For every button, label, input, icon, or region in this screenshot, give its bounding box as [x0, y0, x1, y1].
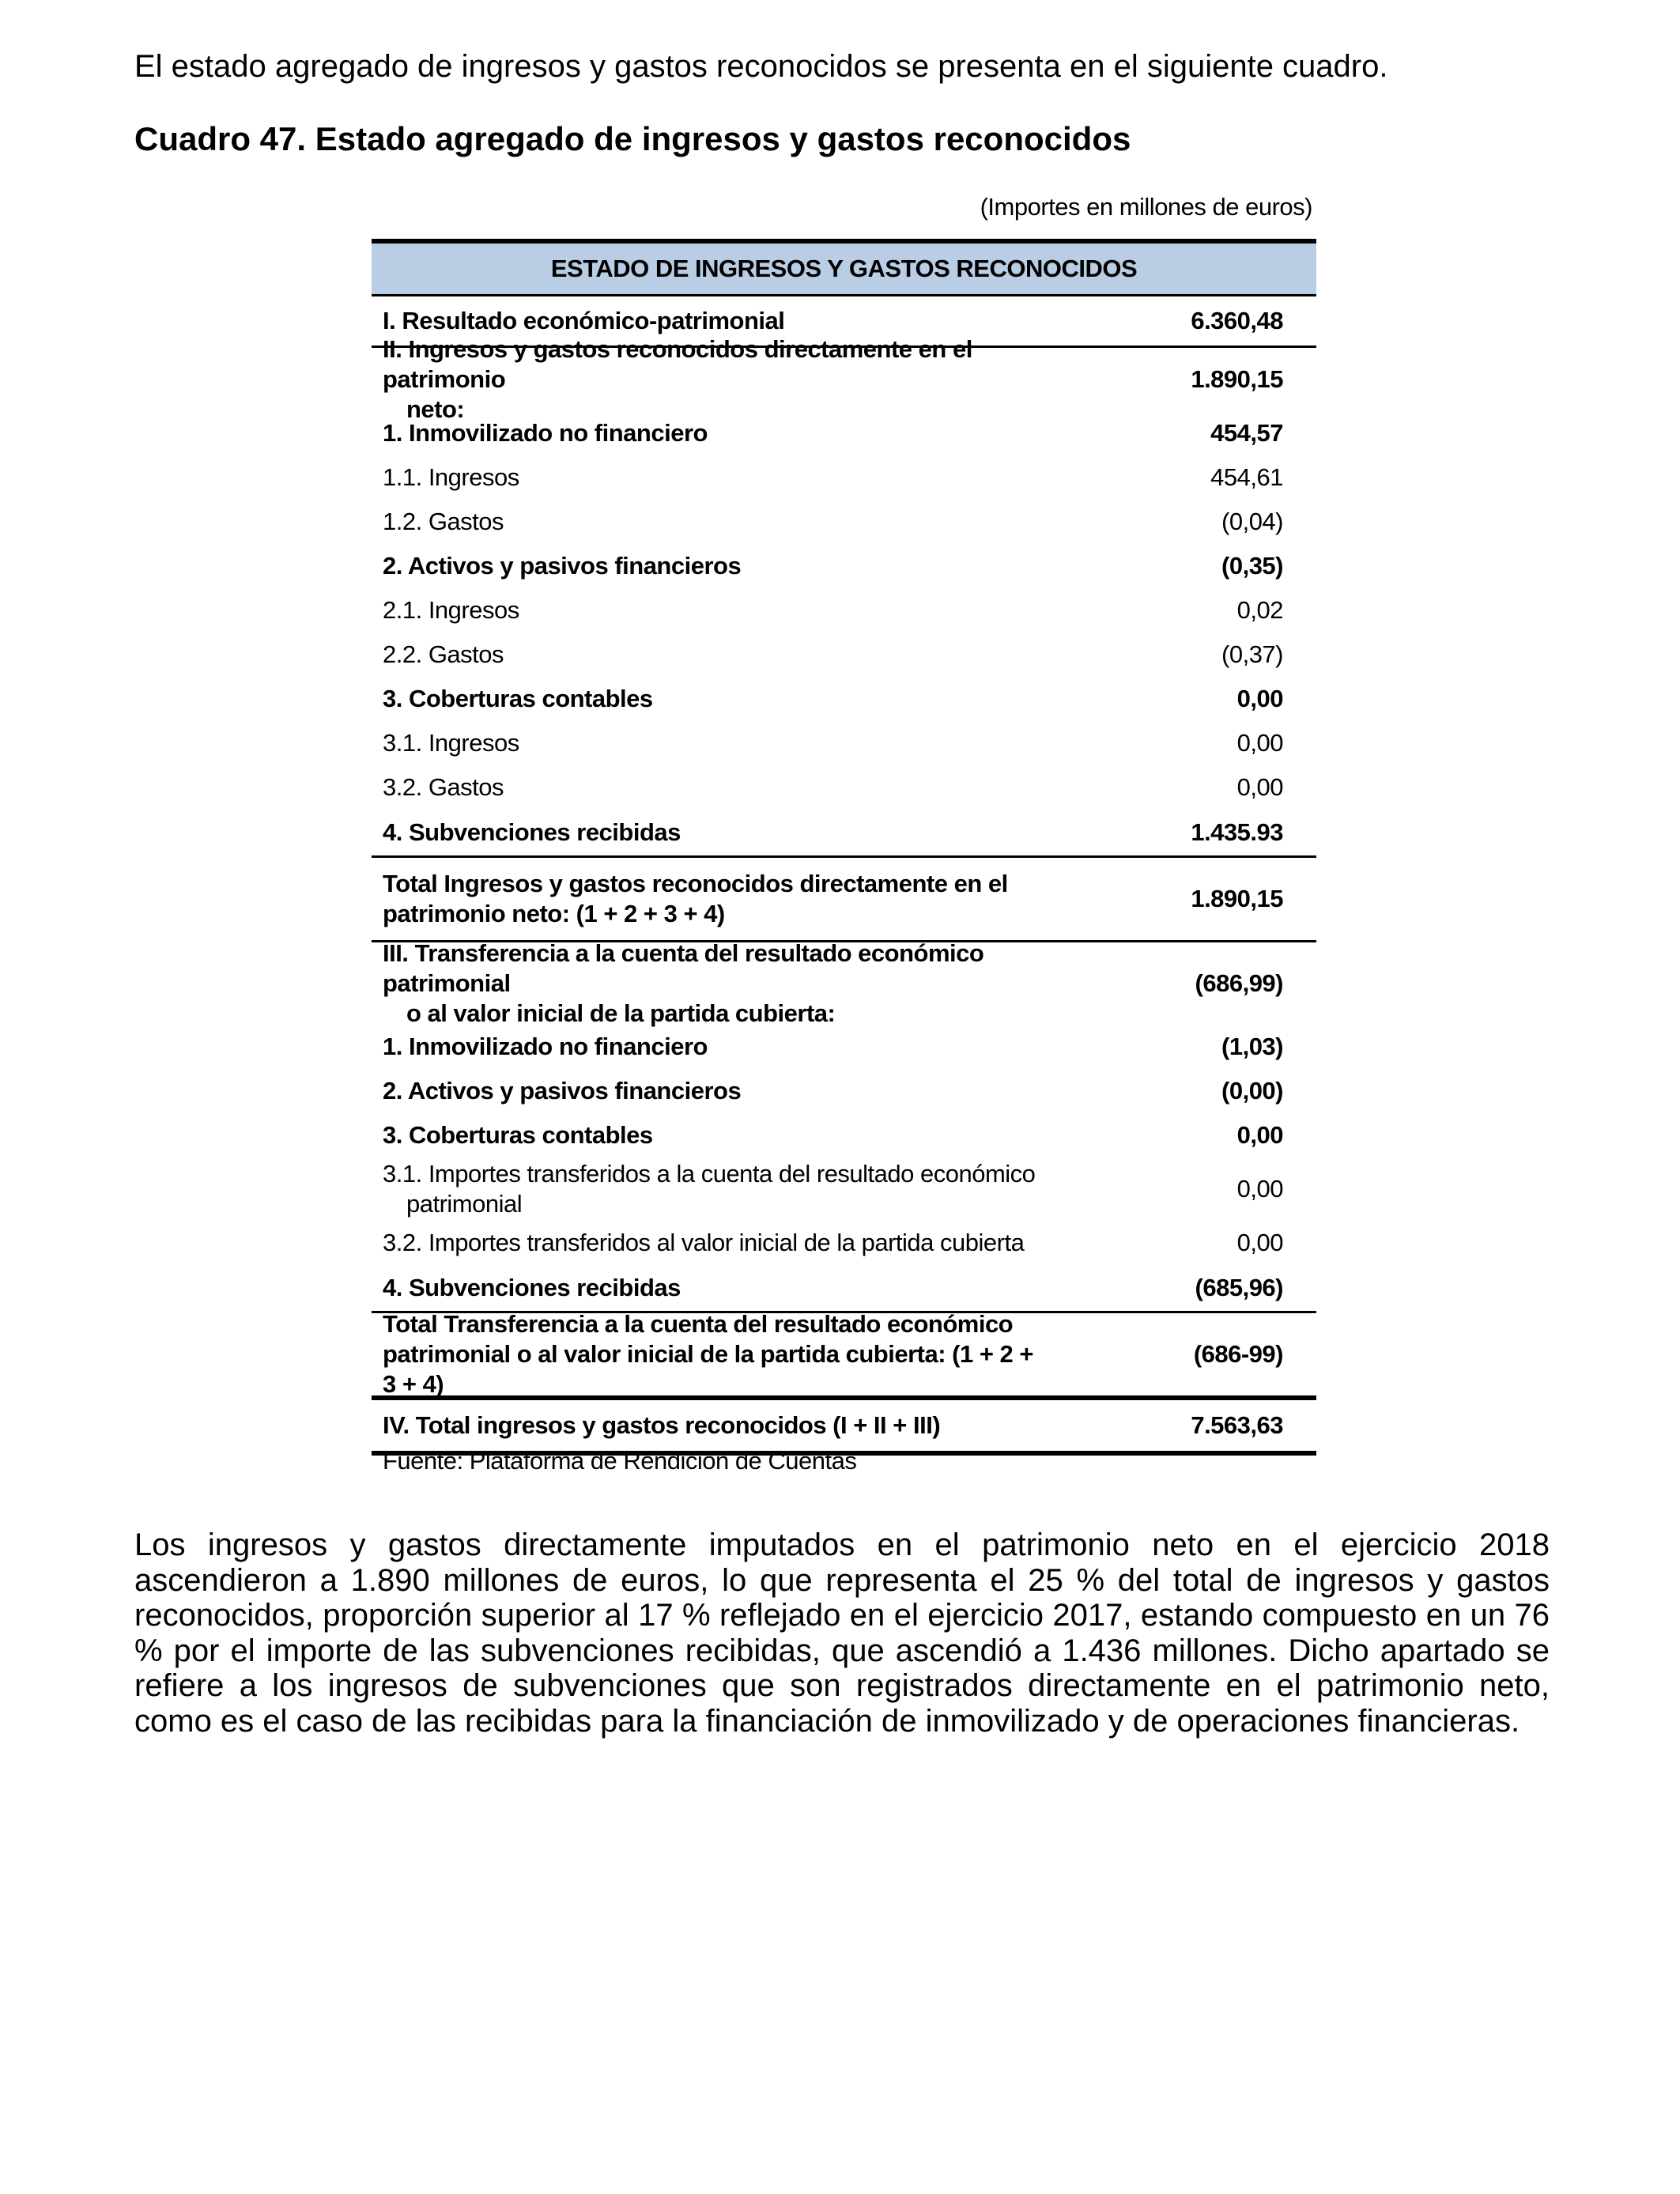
table-row: [372, 588, 1316, 633]
table-source: Fuente: Plataforma de Rendición de Cuentas: [383, 1447, 857, 1475]
row-label: I. Resultado económico-patrimonial: [383, 307, 785, 334]
row-value: 0,00: [1236, 729, 1283, 757]
row-label: 3.1. Ingresos: [383, 729, 519, 757]
intro-text: El estado agregado de ingresos y gastos reconocidos se presenta en el siguiente cuadro.: [134, 49, 1388, 84]
row-value: (1,03): [1221, 1033, 1283, 1060]
row-label-line2: o al valor inicial de la partida cubierta:: [406, 999, 836, 1027]
row-label: 1. Inmovilizado no financiero: [383, 1033, 708, 1060]
row-value: 0,02: [1236, 596, 1283, 624]
table-row: [372, 677, 1316, 721]
row-label: [372, 938, 1046, 1029]
row-value: 0,00: [1236, 1175, 1283, 1203]
row-value: (686,99): [1195, 969, 1283, 997]
row-value: 7.563,63: [1191, 1411, 1283, 1439]
row-value: 0,00: [1236, 773, 1283, 801]
row-label-line2: patrimonio neto: (1 + 2 + 3 + 4): [383, 900, 725, 927]
table-row: [372, 1069, 1316, 1113]
row-value: 0,00: [1236, 1121, 1283, 1149]
row-label-line2: patrimonial: [406, 1190, 523, 1218]
row-label-line2: neto:: [406, 395, 465, 423]
table-row: [372, 544, 1316, 588]
row-label: [372, 869, 1046, 929]
row-label: 3.2. Gastos: [383, 773, 504, 801]
row-label: 4. Subvenciones recibidas: [383, 818, 681, 846]
row-value: (685,96): [1195, 1274, 1283, 1301]
table-row: [372, 858, 1316, 942]
row-label-line1: III. Transferencia a la cuenta del resultado económico patrimonial: [383, 939, 984, 997]
row-label-line1: Total Ingresos y gastos reconocidos directamente en el: [383, 870, 1008, 897]
table-row: [372, 1113, 1316, 1157]
row-label: IV. Total ingresos y gastos reconocidos (I + II + III): [383, 1411, 941, 1439]
row-label: 1. Inmovilizado no financiero: [383, 419, 708, 447]
table-row: [372, 411, 1316, 455]
row-value: 454,61: [1210, 463, 1283, 491]
row-value: (686-99): [1193, 1340, 1283, 1368]
row-label: 1.1. Ingresos: [383, 463, 519, 491]
row-label-line2: patrimonial o al valor inicial de la partida cubierta: (1 + 2 + 3 + 4): [383, 1340, 1033, 1398]
row-label: [372, 334, 1046, 425]
table-row: [372, 455, 1316, 500]
row-label-line1: II. Ingresos y gastos reconocidos directamente en el patrimonio: [383, 335, 972, 393]
row-label: 2. Activos y pasivos financieros: [383, 1077, 742, 1105]
table-row: [372, 1310, 1316, 1400]
row-value: 1.890,15: [1191, 885, 1283, 912]
row-value: 6.360,48: [1191, 307, 1283, 334]
row-label: 4. Subvenciones recibidas: [383, 1274, 681, 1301]
table-row: [372, 765, 1316, 810]
table-row: [372, 1221, 1316, 1265]
row-value: (0,00): [1221, 1077, 1283, 1105]
table-caption: Cuadro 47. Estado agregado de ingresos y gastos reconocidos: [134, 120, 1131, 157]
row-value: 1.890,15: [1191, 365, 1283, 393]
row-value: 0,00: [1236, 1229, 1283, 1256]
row-value: (0,37): [1221, 640, 1283, 668]
table-header: ESTADO DE INGRESOS Y GASTOS RECONOCIDOS: [372, 244, 1316, 296]
row-value: 454,57: [1210, 419, 1283, 447]
row-value: 0,00: [1236, 685, 1283, 712]
row-label: 3.2. Importes transferidos al valor inicial de la partida cubierta: [383, 1229, 1025, 1256]
row-label: 1.2. Gastos: [383, 508, 504, 535]
table-row: [372, 335, 1316, 423]
table-row: [372, 1157, 1316, 1221]
row-label: 2.1. Ingresos: [383, 596, 519, 624]
row-value: (0,35): [1221, 552, 1283, 580]
table-row: [372, 939, 1316, 1027]
table-row: [372, 721, 1316, 765]
table-row: [372, 1265, 1316, 1313]
row-label: 2.2. Gastos: [383, 640, 504, 668]
table-row: [372, 500, 1316, 544]
row-label: 2. Activos y pasivos financieros: [383, 552, 742, 580]
body-paragraph: Los ingresos y gastos directamente imputados en el patrimonio neto en el ejercicio 2018 ascendieron a 1.890 millones de euros, lo que representa el 25 % del total de ingresos y gastos reconocidos, proporción superior al 17 % reflejado en el ejercicio 2017, estando compuesto en un 76 % por el importe de las subvenciones recibidas, que ascendió a 1.436 millones. Dicho apartado se refiere a los ingresos de subvenciones que son registrados directamente en el patrimonio neto, como es el caso de las recibidas para la financiación de inmovilizado y de operaciones financieras.: [134, 1527, 1550, 1739]
row-label: [372, 1159, 1046, 1219]
row-value: (0,04): [1221, 508, 1283, 535]
row-label: [372, 1309, 1046, 1399]
table-row: [372, 810, 1316, 858]
units-note: (Importes en millones de euros): [980, 193, 1312, 221]
row-label: 3. Coberturas contables: [383, 1121, 653, 1149]
row-label-line1: Total Transferencia a la cuenta del resultado económico: [383, 1310, 1014, 1338]
row-value: 1.435.93: [1191, 818, 1283, 846]
table-row: [372, 633, 1316, 677]
table-row: [372, 1025, 1316, 1069]
row-label: 3. Coberturas contables: [383, 685, 653, 712]
row-label-line1: 3.1. Importes transferidos a la cuenta del resultado económico: [383, 1160, 1036, 1188]
income-expense-table: [372, 239, 1316, 1456]
